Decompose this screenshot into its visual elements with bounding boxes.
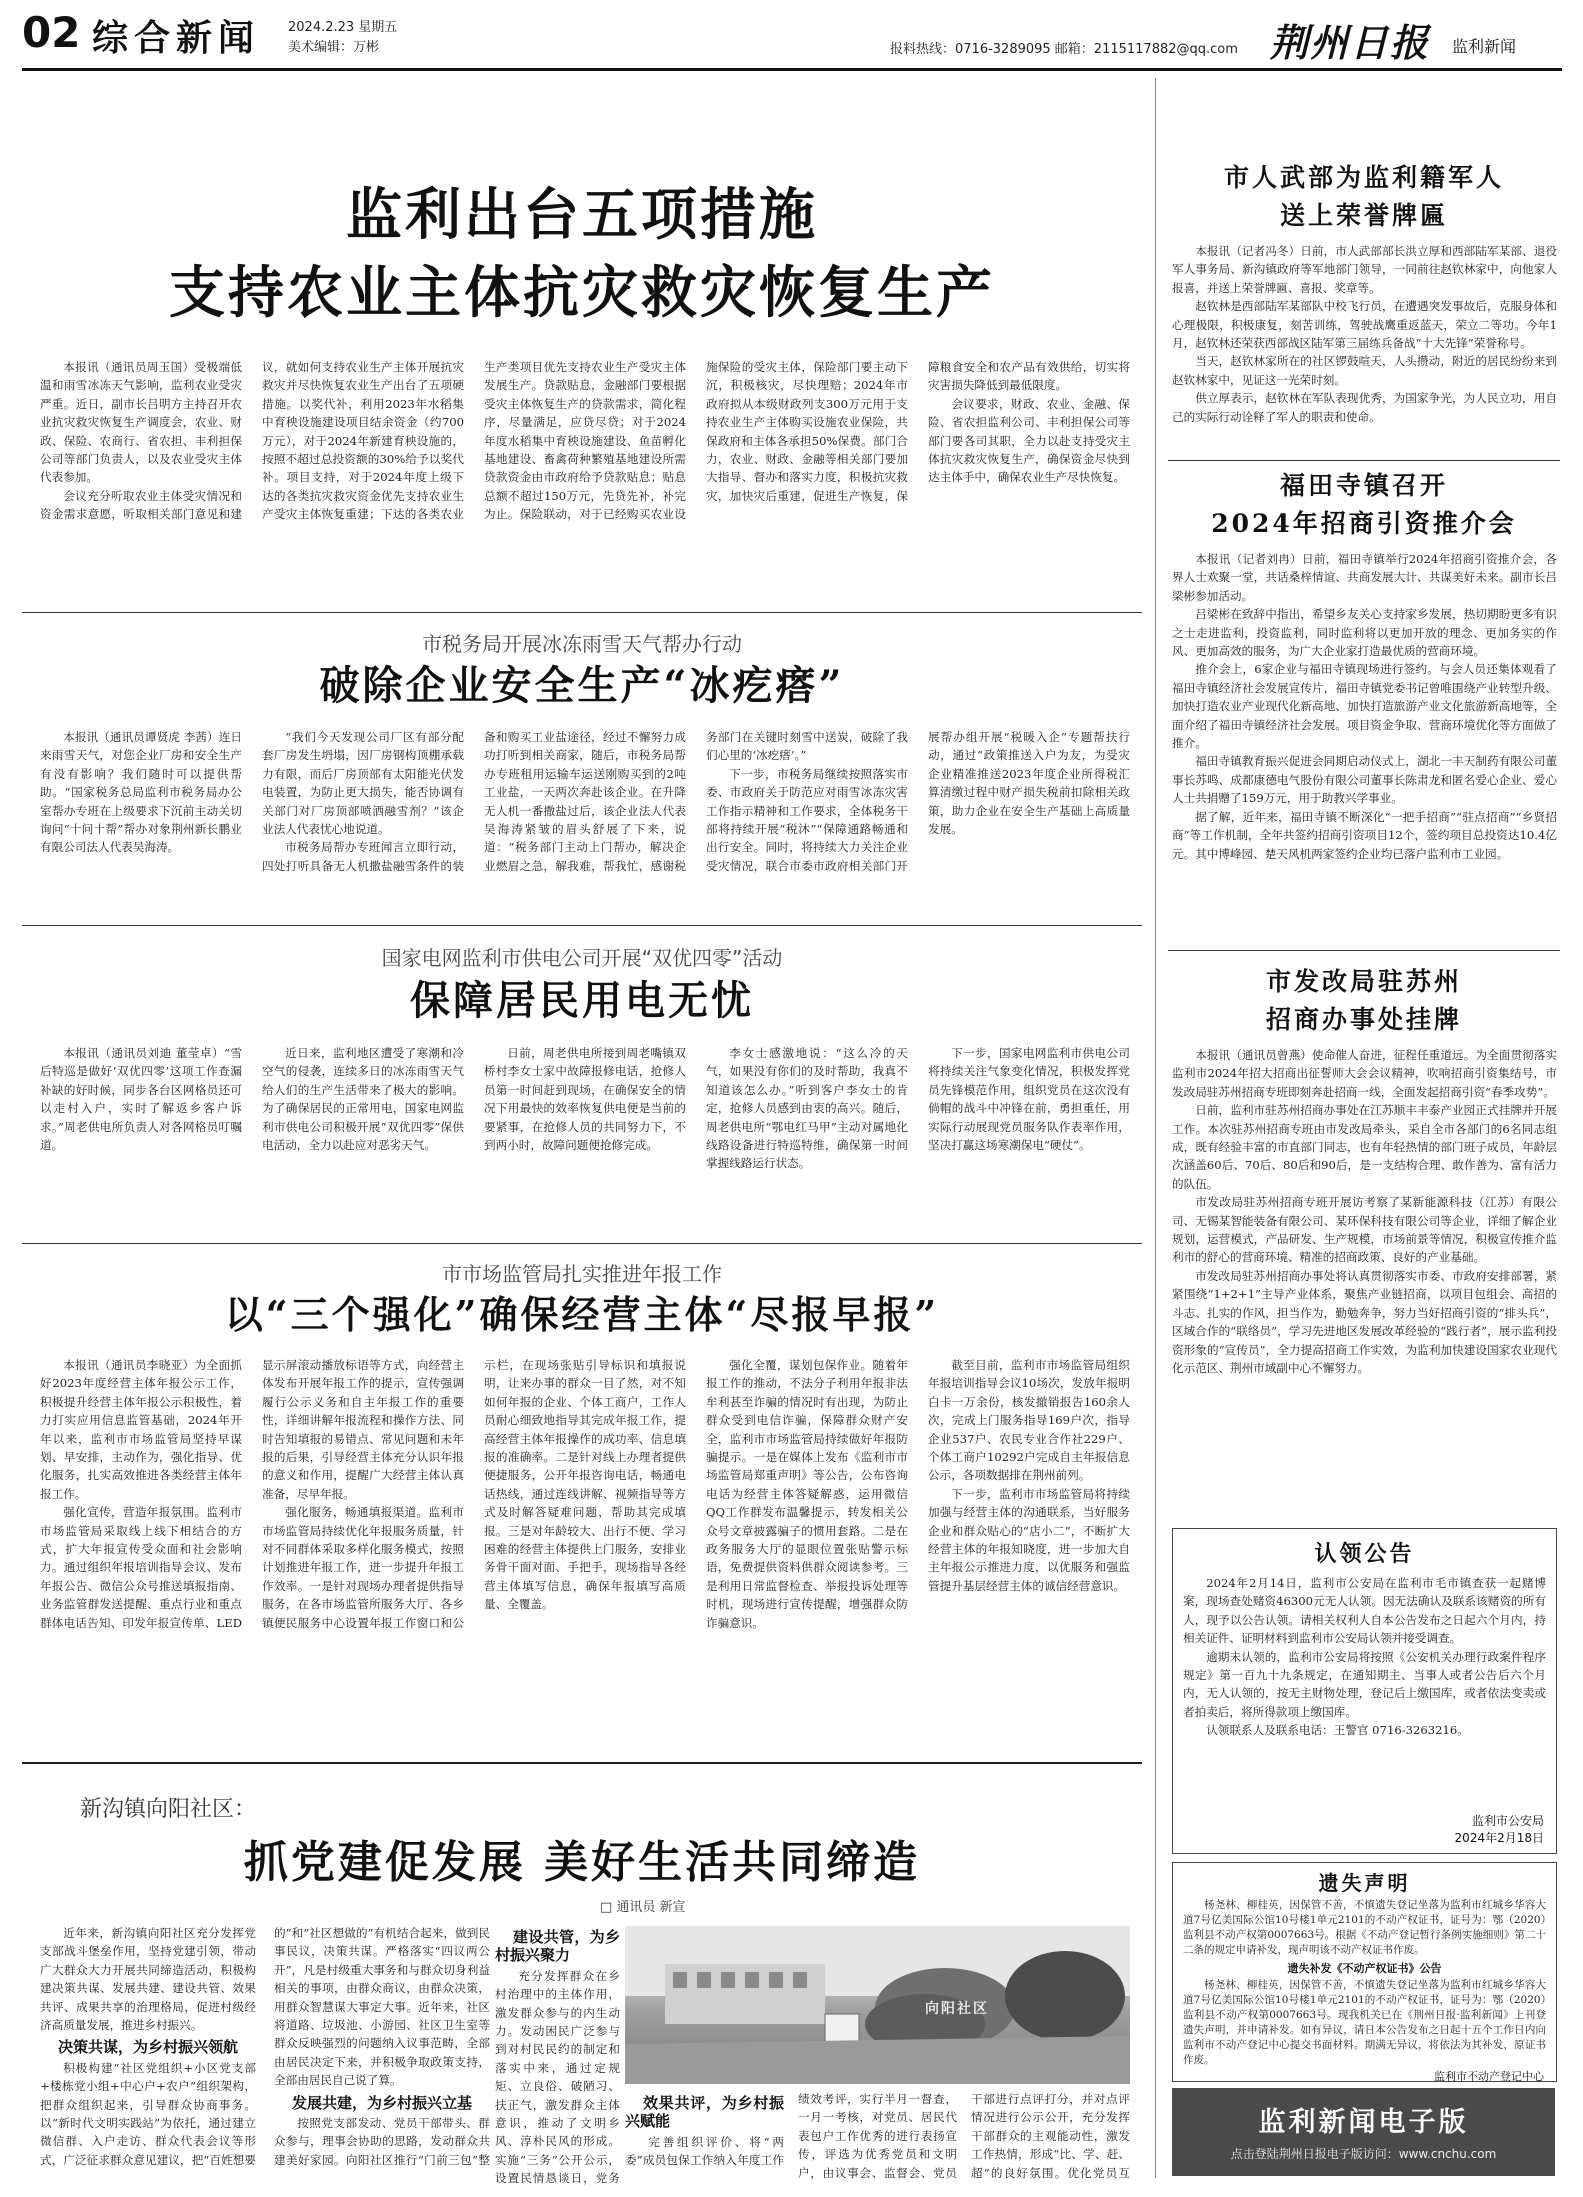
article2-body — [40, 728, 1130, 913]
side1-para-3: 当天，赵钦林家所在的社区锣鼓喧天，人头攒动，附近的居民纷纷来到赵钦林家中，见证这一光荣时刻。 — [1172, 354, 1557, 387]
article3-title: 保障居民用电无忧 — [410, 977, 754, 1024]
side3-body — [1172, 1046, 1557, 1514]
side3-para-2: 日前，监利市驻苏州招商办事处在江苏顺丰丰泰产业园正式挂牌并开展工作。本次驻苏州招商专班由市发改局牵头，采自全市各部门的6名同志组成，既有经验丰富的市直部门同志，也有年轻热情的部门班子成员，年龄层次涵盖60后、70后、80后和90后，是一支结构合理、敢作善为、富有活力的队伍。 — [1172, 1103, 1557, 1191]
lead-para-1: 本报讯（通讯员周玉国）受极端低温和雨雪冰冻天气影响，监利农业受灾严重。近日，副市长吕明方主持召开农业抗灾救灾恢复生产调度会，农业、财政、保险、农商行、省农担、丰利担保公司等部门负责人，以及农业受灾主体代表参加。 — [40, 360, 242, 485]
lead-title-2: 支持农业主体抗灾救灾恢复生产 — [169, 260, 995, 326]
article5-sec1-text: 积极构建“社区党组织+小区党支部+楼栋党小组+中心户+农户”组织架构，把群众组织起来，引导群众协商事务。以“新时代文明实践站”为依托，通过建立微信群、入户走访、群众代表会议等形式，广泛征求群众意见建议，把“百姓想要的”和“社区想做的”有机结合起来，做到民事民议，决策共谋。严格落实“四议两公开”，凡是村级重大事务和与群众切身利益相关的事项，由群众商议，由群众决策，用群众智慧谋大事定大事。近年来，社区将道路、垃圾池、小游园、社区卫生室等群众反映强烈的问题纳入议事范畴，全部由居民决定下来，并积极争取政策支持，全部由居民自己说了算。 — [40, 1926, 490, 2167]
side1-body — [1172, 242, 1557, 452]
article4-para-1: 本报讯（通讯员李晓亚）为全面抓好2023年度经营主体年报公示工作，积极提升经营主体年报公示积极性，着力打实应用信息监管基础，2024年开年以来，监利市市场监管局坚持早谋划、早安排，主动作为，强化指导、优化服务，扎实高效推进各类经营主体年报工作。 — [40, 1358, 242, 1501]
notice1-box — [1172, 1528, 1557, 1854]
article2-subtitle: 市税务局开展冰冻雨雪天气帮办行动 — [422, 632, 742, 656]
article5-heading-2: 发展共建，为乡村振兴立基 — [292, 2093, 473, 2112]
side2-para-3: 推介会上，6家企业与福田寺镇现场进行签约。与会人员还集体观看了福田寺镇经济社会发展宣传片，福田寺镇党委书记曾唯围绕产业转型升级、加快打造农业产业现代化新高地、加快打造旅游产业文化旅游新高地等，全面介绍了福田寺镇经济社会发展。项目资金争取、营商环境优化等方面做了推介。 — [1172, 662, 1557, 751]
article3-para-5: 下一步，国家电网监利市供电公司将持续关注气象变化情况，积极发挥党员先锋模范作用，组织党员在这次没有倘帽的战斗中冲锋在前，勇担重任，用实际行动展现党员服务队作表率作用，坚决打赢这场寒潮保电“硬仗”。 — [928, 1046, 1130, 1153]
header-rule — [22, 68, 1562, 71]
article5-heading-1: 决策共谋，为乡村振兴领航 — [58, 2038, 239, 2057]
notice2-box — [1172, 1862, 1557, 2082]
article5-heading-3: 建设共管，为乡村振兴聚力 — [495, 1928, 620, 1965]
article2-para-4: 下一步，市税务局继续按照落实市委、市政府关于防范应对雨雪冰冻灾害工作指示精神和工作要求，全体税务干部将持续开展“税沐”“保障通路畅通和出行安全。同时，将持续大力关注企业受灾情况，联合市委市政府相关部门开展帮办组开展“税暖入企”专题帮扶行动，通过“政策推送入户为友，为受灾企业精准推送2023年度企业所得税汇算清缴过程中财产损失税前扣除相关政策，助力企业在安全生产基础上高质量发展。 — [706, 730, 1130, 873]
footer-ad-title: 监利新闻电子版 — [1258, 2107, 1469, 2138]
article3-para-3: 日前，周老供电所接到周老嘴镇双桥村李女士家中故障报修电话，抢修人员第一时间赶到现场，在确保安全的情况下用最快的效率恢复供电便是当前的要紧事，在抢修人员的共同努力下，不到两小时，故障问题便抢修完成。 — [484, 1046, 686, 1153]
notice1-date: 2024年2月18日 — [1454, 1831, 1544, 1845]
footer-ad[interactable] — [1172, 2088, 1555, 2176]
article4-body — [40, 1356, 1130, 1748]
notice1-title: 认领公告 — [1314, 1542, 1415, 1567]
lead-body — [40, 358, 1130, 598]
side2-para-4: 福田寺镇教育振兴促进会同期启动仪式上，湖北一丰天制药有限公司董事长苏鸣、成都康德电气股份有限公司董事长陈肃龙和匿名爱心企业、爱心人士共捐赠了159万元，用于助教兴学事业。 — [1172, 754, 1557, 806]
notice2-subtitle: 遗失补发《不动产权证书》公告 — [1287, 1962, 1442, 1975]
article5-intro: 近年来，新沟镇向阳社区充分发挥党支部战斗堡垒作用，坚持党建引领，带动广大群众大力开展共同缔造活动，积极构建决策共谋、发展共建、建设共管、效果共评、成果共享的治理格局，促进村级经济高质量发展，推进乡村振兴。 — [40, 1926, 256, 2033]
article3-para-4: 李女士感激地说：“这么冷的天气，如果没有你们的及时帮助，我真不知道该怎么办。”听到客户李女士的肯定，抢修人员感到由衷的高兴。随后，周老供电所“鄂电红马甲”主动对属地化线路设备进行特巡特维，确保第一时间掌握线路运行状态。 — [706, 1046, 908, 1171]
article5-title: 抓党建促发展 美好生活共同缔造 — [243, 1837, 921, 1888]
notice2-para-1: 杨尧林、柳桂英，因保管不善，不慎遗失登记坐落为监利市红城乡华容大道7号亿美国际公馆10号楼1单元2101的不动产权证书，证号为：鄂（2020）监利县不动产权第0007663号。根据《不动产登记暂行条例实施细则》第二十二条的规定申请补发，现声明该不动产权证书作废。 — [1183, 1899, 1546, 1956]
side-rule-1 — [1168, 460, 1560, 461]
lead-para-3: 会议要求，财政、农业、金融、保险、省农担监利公司、丰利担保公司等部门要各司其职，全力以赴支持受灾主体抗灾救灾恢复生产，确保资金尽快到达主体手中，确保农业生产尽快恢复。 — [928, 396, 1130, 485]
side2-title-1: 福田寺镇召开 — [1279, 471, 1448, 500]
article4-para-3: 强化服务，畅通填报渠道。监利市市场监管局持续优化年报服务质量，针对不同群体采取多样化服务模式，按照计划推进年报工作，进一步提升年报工作效率。一是针对现场办理者提供指导服务，在各市场监管所服务大厅、各乡镇便民服务中心设置年报工作窗口和公示栏，在现场张贴引导标识和填报说明，让来办事的群众一目了然，对不知如何年报的企业、个体工商户，工作人员耐心细致地指导其完成年报工作，提高经营主体年报操作的成功率、信息填报的准确率。二是针对线上办理者提供便捷服务，公开年报咨询电话，畅通电话热线，通过连线讲解、视频指导等方式及时解答疑难问题，帮助其完成填报。三是对年龄较大、出行不便、学习困难的经营主体提供上门服务，安排业务骨干面对面、手把手，现场指导各经营主体填写信息，确保年报填写高质量、全覆盖。 — [262, 1358, 686, 1630]
lead-para-2: 会议充分听取农业主体受灾情况和资金需求意愿，听取相关部门意见和建议，就如何支持农业生产主体开展抗灾救灾并尽快恢复农业生产出台了五项硬措施。以奖代补，利用2023年水稻集中育秧设施建设项目结余资金（约700万元），对于2024年新建育秧设施的，按照不超过总投资额的30%给予以奖代补。项目支持，对于2024年度上级下达的各类抗灾救灾资金优先支持农业生产受灾主体恢复重建；下达的各类农业生产类项目优先支持农业生产受灾主体发展生产。贷款贴息，金融部门要根据受灾主体恢复生产的贷款需求，简化程序，尽量满足，应贷尽贷；对于2024年度水稻集中育秧设施建设、鱼苗孵化基地建设、畜禽荷种繁殖基地建设所需贷款资金由市政府给予贷款贴息；贴息总额不超过150万元，先贷先补，补完为止。保险联动，对于已经购买农业设施保险的受灾主体，保险部门要主动下沉，积极核灾，尽快理赔；2024年市政府拟从本级财政列支300万元用于支持农业生产主体购买设施农业保险，共保政府和主体各承担50%保费。部门合力，农业、财政、金融等相关部门要加大指导、督办和落实力度，积极抗灾救灾，加快灾后重建，促进生产恢复，保障粮食安全和农产品有效供给，切实将灾害损失降低到最低限度。 — [40, 360, 1130, 522]
notice1-para-3: 认领联系人及联系电话：王警官 0716-3263216。 — [1206, 1723, 1469, 1738]
notice1-signature: 监利市公安局 — [1471, 1814, 1544, 1828]
side3-para-3: 市发改局驻苏州招商专班开展访考察了某新能源科技（江苏）有限公司、无锡某智能装备有限公司、某环保科技有限公司等企业，详细了解企业规划，运营模式，产品研发、生产规模，市场前景等情况，积极宣传推介监利市的舒心的营商环境、精准的招商政策、良好的产业基础。 — [1172, 1195, 1557, 1265]
article3-body — [40, 1044, 1130, 1229]
article2-title: 破除企业安全生产“冰疙瘩” — [319, 662, 845, 709]
side-rule-2 — [1168, 950, 1560, 951]
brand-sub: 监利新闻 — [1452, 37, 1517, 56]
photo-sign: 向阳社区 — [925, 2001, 989, 2017]
article2-para-3: 市税务局帮办专班闻言立即行动，四处打听具备无人机撒盐融雪条件的装备和购买工业盐途径，经过不懈努力成功打听到相关商家，随后，市税务局帮办专班租用运输车运送刚购买到的2吨工业盐，一天两次奔赴该企业。在升降无人机一番撒盐过后，该企业法人代表吴海涛紧皱的眉头舒展了下来，说道：“税务部门主动上门帮办，解决企业燃眉之急，解我难，帮我忙，感谢税务部门在关键时刻雪中送炭，破除了我们心里的‘冰疙瘩’。” — [262, 730, 908, 873]
article3-para-1: 本报讯（通讯员刘迪 董莹卓）“雪后特巡是做好‘双优四零’这项工作查漏补缺的好时候，同步各台区网格员还可以走村入户，实时了解返乡客户诉求。”周老供电所负责人对各网格员叮嘱道。 — [40, 1046, 242, 1153]
side3-title-1: 市发改局驻苏州 — [1265, 967, 1462, 996]
footer-ad-sub: 点击登陆荆州日报电子版访问：www.cnchu.com — [1230, 2147, 1497, 2161]
article4-para-6: 下一步，监利市市场监管局将持续加强与经营主体的沟通联系，当好服务企业和群众贴心的“店小二”，不断扩大经营主体的年报知晓度，进一步加大自主年报公示推进力度，以优服务和强监管提升基层经营主体的诚信经营意识。 — [928, 1486, 1130, 1593]
side2-para-2: 吕梁彬在致辞中指出，希望乡友关心支持家乡发展，热切期盼更多有识之士走进监利，投资监利，同时监利将以更加开放的理念、更加务实的作风、更加高效的服务，为广大企业家打造最优质的营商环境。 — [1172, 607, 1557, 659]
side1-para-4: 供立厚表示，赵钦林在军队表现优秀，为国家争光，为人民立功，用自己的实际行动诠释了军人的职责和使命。 — [1172, 391, 1557, 424]
article4-title: 以“三个强化”确保经营主体“尽报早报” — [224, 1292, 940, 1337]
article5-photo — [625, 1926, 1130, 2084]
article5-sec2-text: 按照党支部发动、党员干部带头、群众参与，理事会协助的思路，发动群众共建美好家园。向阳社区推行“门前三包”整 — [274, 2116, 490, 2167]
article5-byline: □ 通讯员 新宣 — [600, 1900, 686, 1915]
notice2-signature: 监利市不动产登记中心 — [1434, 2070, 1544, 2082]
side3-para-4: 市发改局驻苏州招商办事处将认真贯彻落实市委、市政府安排部署，紧紧围绕“1+2+1”主导产业体系，聚焦产业链招商，以项目包组会、高招的斗志、扎实的作风，担当作为，勤勉奔争，努力当好招商引资的“排头兵”，区域合作的“联络员”，学习先进地区发展改革经验的“践行者”，展示监利投资形象的“宣传员”，全力提高招商工作实效，为监利加快建设国家农业现代化示范区、荆州市域副中心不懈努力。 — [1172, 1268, 1557, 1375]
article3-subtitle: 国家电网监利市供电公司开展“双优四零”活动 — [381, 946, 783, 970]
article3-para-2: 近日来，监利地区遭受了寒潮和冷空气的侵袭，连续多日的冰冻雨雪天气给人们的生产生活带来了极大的影响。为了确保居民的正常用电，国家电网监利市供电公司积极开展“双优四零”保供电活动，全力以赴应对恶劣天气。 — [262, 1046, 464, 1153]
notice2-body — [1173, 1896, 1556, 1958]
notice1-body — [1173, 1568, 1556, 1812]
notice1-para-2: 逾期未认领的，监利市公安局将按照《公安机关办理行政案件程序规定》第一百九十九条规定，在通知期主、当事人或者公告后六个月内，无人认领的，按无主财物处理，登记后上缴国库，或者依法变卖或者拍卖后，将所得款项上缴国库。 — [1183, 1649, 1546, 1719]
article2-para-1: 本报讯（通讯员谭贤虎 李茜）连日来雨雪天气，对您企业厂房和安全生产有没有影响？我们随时可以提供帮助。“国家税务总局监利市税务局办公室帮办专班在上级要求下沉前主动关切询问“十问十帮”帮办对象荆州新长鹏业有限公司法人代表吴海涛。 — [40, 730, 242, 855]
article5-heading-4: 效果共评，为乡村振兴赋能 — [625, 2094, 784, 2131]
article4-para-5: 截至目前，监利市市场监管局组织年报培训指导会议10场次，发放年报明白卡一万余份，核发撤销报告160余人次，完成上门服务指导169户次，指导企业537户、农民专业合作社229户、个体工商户10292户完成自主年报信息公示，各项数据排在荆州前列。 — [928, 1358, 1130, 1483]
side2-para-5: 据了解，近年来，福田寺镇不断深化“一把手招商”“驻点招商”“乡贤招商”等工作机制，全年共签约招商引资项目12个，签约项目总投资达10.4亿元。其中博峰园、楚天风机两家签约企业均已落户监利市工业园。 — [1172, 809, 1557, 861]
rule-4 — [22, 1762, 1142, 1764]
rule-3 — [22, 1243, 1142, 1244]
side2-body — [1172, 550, 1557, 942]
rule-1 — [22, 612, 1142, 613]
brand-logo: 荆州日报 — [1270, 20, 1431, 65]
article4-subtitle: 市市场监管局扎实推进年报工作 — [442, 1262, 722, 1286]
section-title: 综合新闻 — [92, 18, 261, 59]
editor-line: 美术编辑：万彬 — [288, 40, 380, 55]
article5-right-body — [625, 2090, 1130, 2186]
side3-para-1: 本报讯（通讯员曾燕）使命催人奋进，征程任重道远。为全面贯彻落实监利市2024年招大招商出征誓师大会会议精神，吹响招商引资集结号，市发改局驻苏州招商专班即刻奔赴招商一线，全面发起招商引资“春季攻势”。 — [1172, 1048, 1557, 1099]
contact-line: 报料热线：0716-3289095 邮箱：2115117882@qq.com — [890, 42, 1238, 57]
side2-para-1: 本报讯（记者刘冉）日前，福田寺镇举行2024年招商引资推介会，各界人士欢聚一堂，共话桑梓情谊、共商发展大计、共谋美好未来。副市长吕梁彬参加活动。 — [1172, 552, 1557, 603]
article4-para-4: 强化全覆，谋划包保作业。随着年报工作的推动，不法分子利用年报非法牟利甚至诈骗的情况时有出现，为防止群众受到电信诈骗，保障群众财产安全，监利市市场监管局持续做好年报防骗提示。一是在媒体上发布《监利市市场监管局郑重声明》等公告，公布咨询电话为经营主体答疑解惑，运用微信QQ工作群发布温馨提示，转发相关公众号文章披露骗子的惯用套路。二是在政务服务大厅的显眼位置张贴警示标语，免费提供资料供群众阅读参考。三是利用日常监督检查、举报投诉处理等时机，现场进行宣传提醒，增强群众防诈骗意识。 — [706, 1358, 908, 1630]
article5-sec3-text: 充分发挥群众在乡村治理中的主体作用，激发群众参与的内生动力。发动困民广泛参与到对村民民约的制定和落实中来，通过定规矩、立良俗、破陋习、扶正气，激发群众主体意识，推动了文明乡风、淳朴民风的形成。实施“三务”公开公示，设置民情恳谈日，党务 — [495, 1968, 620, 2186]
lead-title-1: 监利出台五项措施 — [346, 182, 818, 248]
article5-subtitle: 新沟镇向阳社区： — [80, 1797, 257, 1822]
side1-para-2: 赵钦林是西部陆军某部队中校飞行员，在遭遇突发事故后，克服身体和心理极限，积极康复，刻苦训练，驾驶战鹰重返蓝天，荣立二等功。今年1月，赵钦林还荣获西部战区陆军第三届练兵备战“十大先锋”荣誉称号。 — [1172, 299, 1557, 351]
notice2-para-2: 杨尧林、柳桂英，因保管不善，不慎遗失登记坐落为监利市红城乡华容大道7号亿美国际公馆10号楼1单元2101的不动产权证书，证号为：鄂（2020）监利县不动产权第0007663号。现我机关已在《荆州日报·监利新闻》上刊登遗失声明，并申请补发。如有异议，请日本公告发布之日起十五个工作日内向监利市不动产登记中心提交书面材料。期满无异议，将依法为其补发，原证书作废。 — [1183, 1979, 1546, 2066]
rule-2 — [22, 925, 1142, 926]
article5-mid-body — [495, 1924, 620, 2186]
sidebar-divider — [1155, 78, 1156, 2178]
side1-title-2: 送上荣誉牌匾 — [1279, 201, 1448, 230]
side3-title-2: 招商办事处挂牌 — [1265, 1005, 1462, 1034]
page-number: 02 — [22, 8, 81, 57]
side1-title-1: 市人武部为监利籍军人 — [1223, 163, 1504, 192]
side1-para-1: 本报讯（记者冯冬）日前，市人武部部长洪立厚和西部陆军某部、退役军人事务局、新沟镇政府等军地部门领导，一同前往赵钦林家中，向他家人报喜，并送上荣誉牌匾、喜报、奖章等。 — [1172, 244, 1557, 295]
notice2-title: 遗失声明 — [1318, 1871, 1411, 1895]
notice2-body2 — [1173, 1978, 1556, 2068]
date-line: 2024.2.23 星期五 — [288, 20, 398, 35]
side2-title-2: 2024年招商引资推介会 — [1211, 509, 1517, 538]
article2-para-2: “我们今天发现公司厂区有部分配套厂房发生坍塌，因厂房钢构顶棚承载力有限，而后厂房顶部有太阳能光伏发电装置，为防止更大损失，能否协调有关部门对厂房顶部喷洒融雪剂？”该企业法人代表忧心地说道。 — [262, 730, 464, 837]
notice1-para-1: 2024年2月14日，监利市公安局在监利市毛市镇查获一起赌博案，现场查处赌资46300元无人认领。因无法确认及联系该赌资的所有人，现予以公告认领。请相关权利人自本公告发布之日起六个月内，持相关证件、证明材料到监利市公安局认领并接受调查。 — [1183, 1576, 1546, 1646]
article5-left-body — [40, 1924, 490, 2186]
photo-scene — [625, 1926, 1130, 2084]
article5-sec4-text: 完善组织评价、将“两委”成员包保工作纳入年度工作绩效考评，实行半月一督查，一月一考核，对党员、居民代表包户工作优秀的进行表扬宣传，评选为优秀党员和文明户，由议事会、监督会、党员干部进行点评打分，并对点评情况进行公示公开，充分发挥干部群众的主观能动性，激发工作热情，形成“比、学、赶、超”的良好氛围。优化党员互 — [625, 2092, 1130, 2180]
article4-para-2: 强化宣传，营造年报氛围。监利市市场监管局采取线上线下相结合的方式，扩大年报宣传受众面和社会影响力。通过组织年报培训指导会议、发布年报公告、微信公众号推送填报指南、业务监管群发送提醒、重点行业和重点群体电话告知、印发年报宣传单、LED显示屏滚动播放标语等方式，向经营主体发布开展年报工作的提示，宣传强调履行公示义务和自主年报工作的重要性，详细讲解年报流程和操作方法、同时告知填报的易错点、常见问题和未年报的后果，引导经营主体充分认识年报的意义和作用，提醒广大经营主体认真准备，尽早年报。 — [40, 1358, 464, 1630]
